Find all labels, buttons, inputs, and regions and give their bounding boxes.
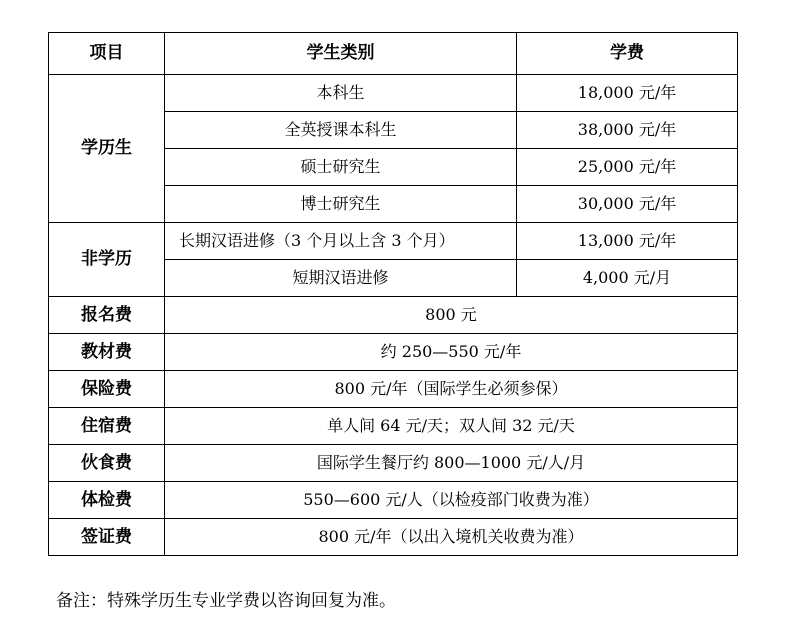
fee-item-value: 800 元 — [165, 297, 738, 334]
fee-cell: 4,000 元/月 — [517, 260, 738, 297]
fee-item-label: 住宿费 — [49, 408, 165, 445]
table-row — [49, 75, 738, 112]
header-fee: 学费 — [517, 33, 738, 75]
category-cell: 硕士研究生 — [165, 149, 517, 186]
fee-cell: 13,000 元/年 — [517, 223, 738, 260]
fee-cell: 30,000 元/年 — [517, 186, 738, 223]
table-row — [49, 482, 738, 519]
category-cell: 本科生 — [165, 75, 517, 112]
fee-cell: 38,000 元/年 — [517, 112, 738, 149]
table-header-row — [49, 33, 738, 75]
category-cell: 全英授课本科生 — [165, 112, 517, 149]
fee-cell: 18,000 元/年 — [517, 75, 738, 112]
degree-label: 学历生 — [49, 75, 165, 223]
fee-item-label: 保险费 — [49, 371, 165, 408]
table-row — [49, 408, 738, 445]
non-degree-label: 非学历 — [49, 223, 165, 297]
table-row — [49, 297, 738, 334]
header-item: 项目 — [49, 33, 165, 75]
fee-item-value: 800 元/年（国际学生必须参保） — [165, 371, 738, 408]
fee-item-label: 报名费 — [49, 297, 165, 334]
footnote: 备注：特殊学历生专业学费以咨询回复为准。 — [56, 591, 396, 611]
table-row — [49, 519, 738, 556]
fee-item-label: 体检费 — [49, 482, 165, 519]
category-cell: 长期汉语进修（3 个月以上含 3 个月） — [165, 223, 517, 260]
fee-item-label: 签证费 — [49, 519, 165, 556]
category-cell: 博士研究生 — [165, 186, 517, 223]
table-row — [49, 445, 738, 482]
fee-item-value: 单人间 64 元/天；双人间 32 元/天 — [165, 408, 738, 445]
category-cell: 短期汉语进修 — [165, 260, 517, 297]
fee-item-label: 伙食费 — [49, 445, 165, 482]
fee-cell: 25,000 元/年 — [517, 149, 738, 186]
fee-item-value: 800 元/年（以出入境机关收费为准） — [165, 519, 738, 556]
table-row — [49, 371, 738, 408]
fee-item-value: 国际学生餐厅约 800—1000 元/人/月 — [165, 445, 738, 482]
table-row — [49, 223, 738, 260]
fee-item-value: 550—600 元/人（以检疫部门收费为准） — [165, 482, 738, 519]
fee-table — [48, 32, 738, 556]
table-row — [49, 334, 738, 371]
fee-item-value: 约 250—550 元/年 — [165, 334, 738, 371]
header-category: 学生类别 — [165, 33, 517, 75]
fee-item-label: 教材费 — [49, 334, 165, 371]
